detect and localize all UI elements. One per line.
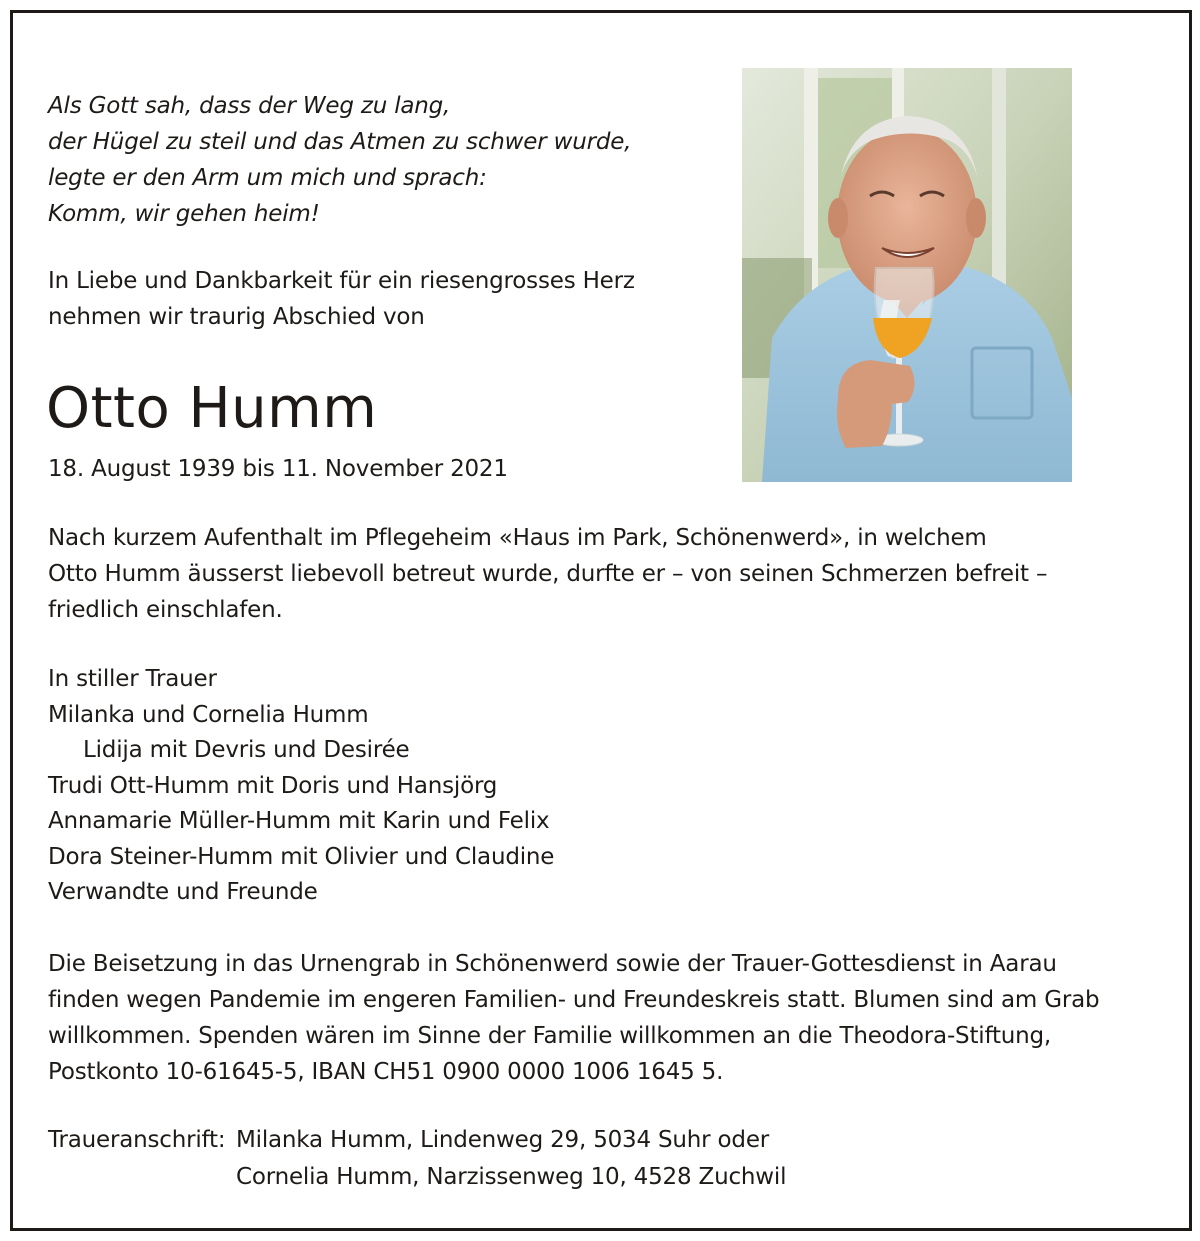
life-dates: 18. August 1939 bis 11. November 2021 [48, 456, 508, 482]
mourner-line: Dora Steiner-Humm mit Olivier und Claudine [48, 843, 555, 870]
notice-line: friedlich einschlafen. [48, 597, 283, 623]
notice-paragraph [48, 520, 1047, 628]
poem-line: der Hügel zu steil und das Atmen zu schwer wurde, [48, 129, 632, 155]
portrait-photo [742, 68, 1072, 482]
intro-line: In Liebe und Dankbarkeit für ein riesengrosses Herz [48, 268, 635, 294]
poem [48, 88, 631, 232]
mourner-line: In stiller Trauer [48, 666, 217, 692]
ear [966, 198, 986, 238]
mourner-line: Trudi Ott-Humm mit Doris und Hansjörg [48, 772, 498, 799]
address-lines [236, 1122, 786, 1196]
poem-line: legte er den Arm um mich und sprach: [48, 165, 487, 191]
poem-line: Als Gott sah, dass der Weg zu lang, [48, 93, 451, 119]
mourner-line: Lidija mit Devris und Desirée [83, 737, 410, 763]
intro-text [48, 263, 635, 335]
address-line: Cornelia Humm, Narzissenweg 10, 4528 Zuchwil [236, 1164, 787, 1190]
address-line: Milanka Humm, Lindenweg 29, 5034 Suhr oder [236, 1127, 770, 1153]
deceased-name: Otto Humm [46, 376, 378, 441]
mourner-line: Verwandte und Freunde [48, 879, 318, 905]
ear [828, 198, 848, 238]
address-label: Traueranschrift: [48, 1127, 226, 1153]
mourner-line: Annamarie Müller-Humm mit Karin und Felix [48, 808, 550, 834]
portrait-illustration [742, 68, 1072, 482]
notice-line: Otto Humm äusserst liebevoll betreut wurde, durfte er – von seinen Schmerzen befreit – [48, 561, 1048, 587]
notice-line: Nach kurzem Aufenthalt im Pflegeheim «Haus im Park, Schönenwerd», in welchem [48, 525, 987, 551]
burial-line: finden wegen Pandemie im engeren Familien- und Freundeskreis statt. Blumen sind am Grab [48, 987, 1100, 1013]
mourners-list [48, 662, 554, 911]
burial-line: Die Beisetzung in das Urnengrab in Schönenwerd sowie der Trauer-Gottesdienst in Aarau [48, 951, 1057, 977]
window-frame [992, 68, 1006, 308]
burial-paragraph [48, 946, 1099, 1090]
intro-line: nehmen wir traurig Abschied von [48, 304, 425, 330]
burial-line: Postkonto 10-61645-5, IBAN CH51 0900 0000 1006 1645 5. [48, 1059, 724, 1085]
mourner-line: Milanka und Cornelia Humm [48, 701, 369, 728]
poem-line: Komm, wir gehen heim! [48, 201, 320, 227]
burial-line: willkommen. Spenden wären im Sinne der Familie willkommen an die Theodora-Stiftung, [48, 1023, 1052, 1049]
